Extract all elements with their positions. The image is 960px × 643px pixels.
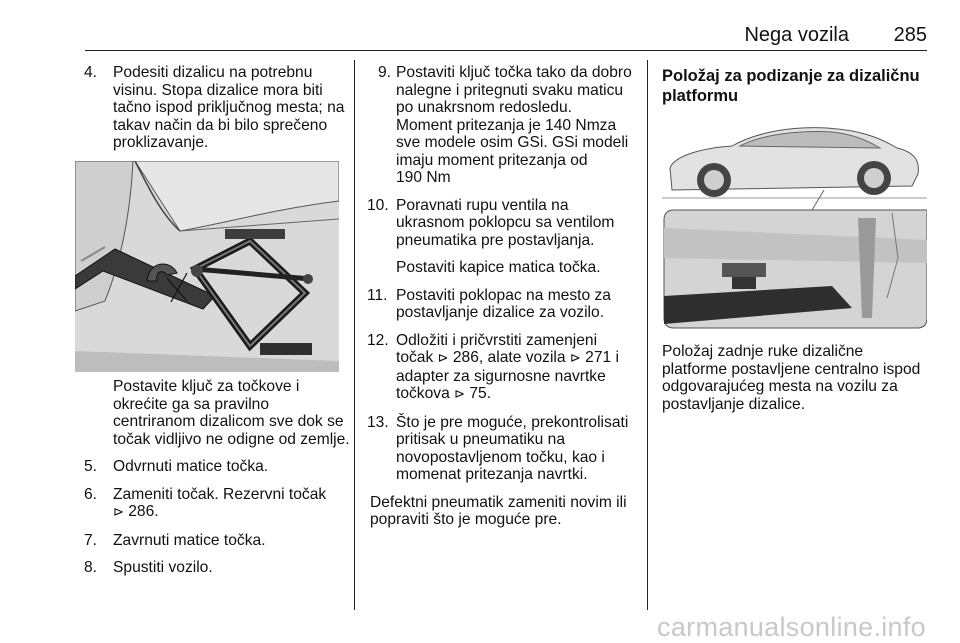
page-reference-icon[interactable]: ⊳	[454, 387, 465, 402]
text-line	[396, 349, 639, 368]
page-reference[interactable]: 286, alate vozila	[452, 349, 566, 366]
step-9	[367, 64, 639, 187]
page-reference-icon[interactable]: ⊳	[113, 505, 124, 520]
step-13	[367, 414, 639, 484]
page-reference-icon[interactable]: ⊳	[569, 351, 581, 366]
step-4	[84, 64, 346, 152]
section-heading	[662, 66, 932, 106]
text-line: proklizavanje.	[113, 134, 209, 151]
watermark: carmanualsonline.info	[657, 612, 926, 642]
step-number: 7.	[84, 531, 98, 549]
text-line: visinu. Stopa dizalice mora biti	[113, 81, 323, 99]
step-number: 6.	[84, 485, 98, 503]
jack-caption	[84, 378, 350, 448]
page-reference[interactable]: 75.	[469, 385, 492, 402]
step-7	[84, 532, 346, 550]
page-reference[interactable]: 271 i	[585, 349, 619, 366]
text-line: momenat pritezanja navrtki.	[396, 466, 588, 483]
step-12	[367, 332, 639, 404]
text-line: Položaj zadnje ruke dizalične	[662, 343, 864, 360]
text-line: Spustiti vozilo.	[113, 559, 213, 576]
text-line: Odložiti i pričvrstiti zamenjeni	[396, 331, 598, 349]
text-line: nalegne i pritegnuti svaku maticu	[396, 81, 624, 99]
text-line: pritisak u pneumatiku na	[396, 431, 566, 448]
text-line: 190 Nm	[396, 169, 451, 186]
text-line	[113, 503, 346, 522]
text-line: postavljanje dizalice.	[662, 395, 806, 413]
column-2	[367, 64, 639, 539]
text-line	[396, 385, 639, 404]
text-line: Postavite ključ za točkove i	[113, 378, 300, 395]
lift-platform-illustration	[662, 118, 927, 330]
text-line: točak vidljivo ne odigne od zemlje.	[113, 430, 350, 448]
text-line: odgovarajućeg mesta na vozilu za	[662, 378, 898, 395]
text-line: ukrasnom poklopcu sa ventilom	[396, 214, 615, 231]
column-divider-1	[354, 60, 355, 610]
page-reference-icon[interactable]: ⊳	[437, 351, 449, 366]
step-11	[367, 287, 639, 322]
text-line: popraviti što je moguće pre.	[370, 511, 562, 528]
page-reference[interactable]: 286.	[128, 503, 159, 520]
lift-caption	[662, 343, 932, 413]
step-number: 4.	[84, 64, 98, 81]
text-line: Postaviti poklopac na mesto za	[396, 286, 611, 304]
text-line: Zavrnuti matice točka.	[113, 531, 266, 549]
text-line: sve modele osim GSi. GSi modeli	[396, 134, 629, 151]
step-number: 8.	[84, 559, 98, 576]
step-8	[84, 559, 346, 577]
text-line: Poravnati rupu ventila na	[396, 196, 569, 214]
header-rule	[85, 50, 927, 51]
text-line: novopostavljenom točku, kao i	[396, 448, 605, 466]
step-number: 10.	[367, 196, 389, 214]
step-6	[84, 486, 346, 522]
text-line: centriranom dizalicom sve dok se	[113, 413, 344, 430]
step-10	[367, 197, 639, 250]
column-1-lower	[84, 378, 350, 587]
column-3	[662, 66, 932, 120]
page-header	[85, 24, 927, 48]
text-line: Moment pritezanja je 140 Nmza	[396, 116, 617, 134]
text-line: okrećite ga sa pravilno	[113, 395, 270, 413]
step-number: 11.	[367, 286, 388, 304]
final-note	[370, 494, 639, 529]
text-line: Zameniti točak. Rezervni točak	[113, 485, 327, 503]
text-line: adapter za sigurnosne navrtke	[396, 367, 606, 385]
text-line: platformu	[662, 87, 739, 105]
column-divider-2	[647, 60, 648, 610]
section-title: Nega vozila	[744, 24, 849, 46]
text-line: takav način da bi bilo sprečeno	[113, 116, 328, 134]
step-number: 5.	[84, 458, 98, 475]
text-line: postavljanje dizalice za vozilo.	[396, 304, 605, 321]
column-1	[84, 64, 346, 162]
text-line: pneumatika pre postavljanja.	[396, 231, 595, 249]
text-line: Što je pre moguće, prekontrolisati	[396, 413, 629, 431]
text-line: Odvrnuti matice točka.	[113, 458, 269, 475]
column-3-lower	[662, 343, 932, 423]
text-line: Podesiti dizalicu na potrebnu	[113, 64, 313, 81]
text-line: platforme postavljene centralno ispod	[662, 360, 921, 378]
text-line: po unakrsnom redosledu.	[396, 99, 572, 116]
text-fragment: točak	[396, 349, 434, 366]
page-number: 285	[893, 24, 927, 46]
step-10-note	[367, 259, 639, 277]
text-line: imaju moment pritezanja od	[396, 151, 588, 169]
text-line: Položaj za podizanje za dizaličnu	[662, 67, 920, 85]
text-line: Postaviti kapice matica točka.	[396, 259, 601, 276]
step-number: 13.	[367, 413, 389, 431]
step-number: 12.	[367, 331, 389, 349]
text-line: Defektni pneumatik zameniti novim ili	[370, 493, 627, 511]
step-5	[84, 458, 346, 476]
text-fragment: točkova	[396, 385, 450, 402]
text-line: Postaviti ključ točka tako da dobro	[396, 64, 632, 81]
jack-illustration	[75, 161, 339, 372]
step-number: 9.	[377, 64, 391, 81]
text-line: tačno ispod priključnog mesta; na	[113, 99, 345, 116]
